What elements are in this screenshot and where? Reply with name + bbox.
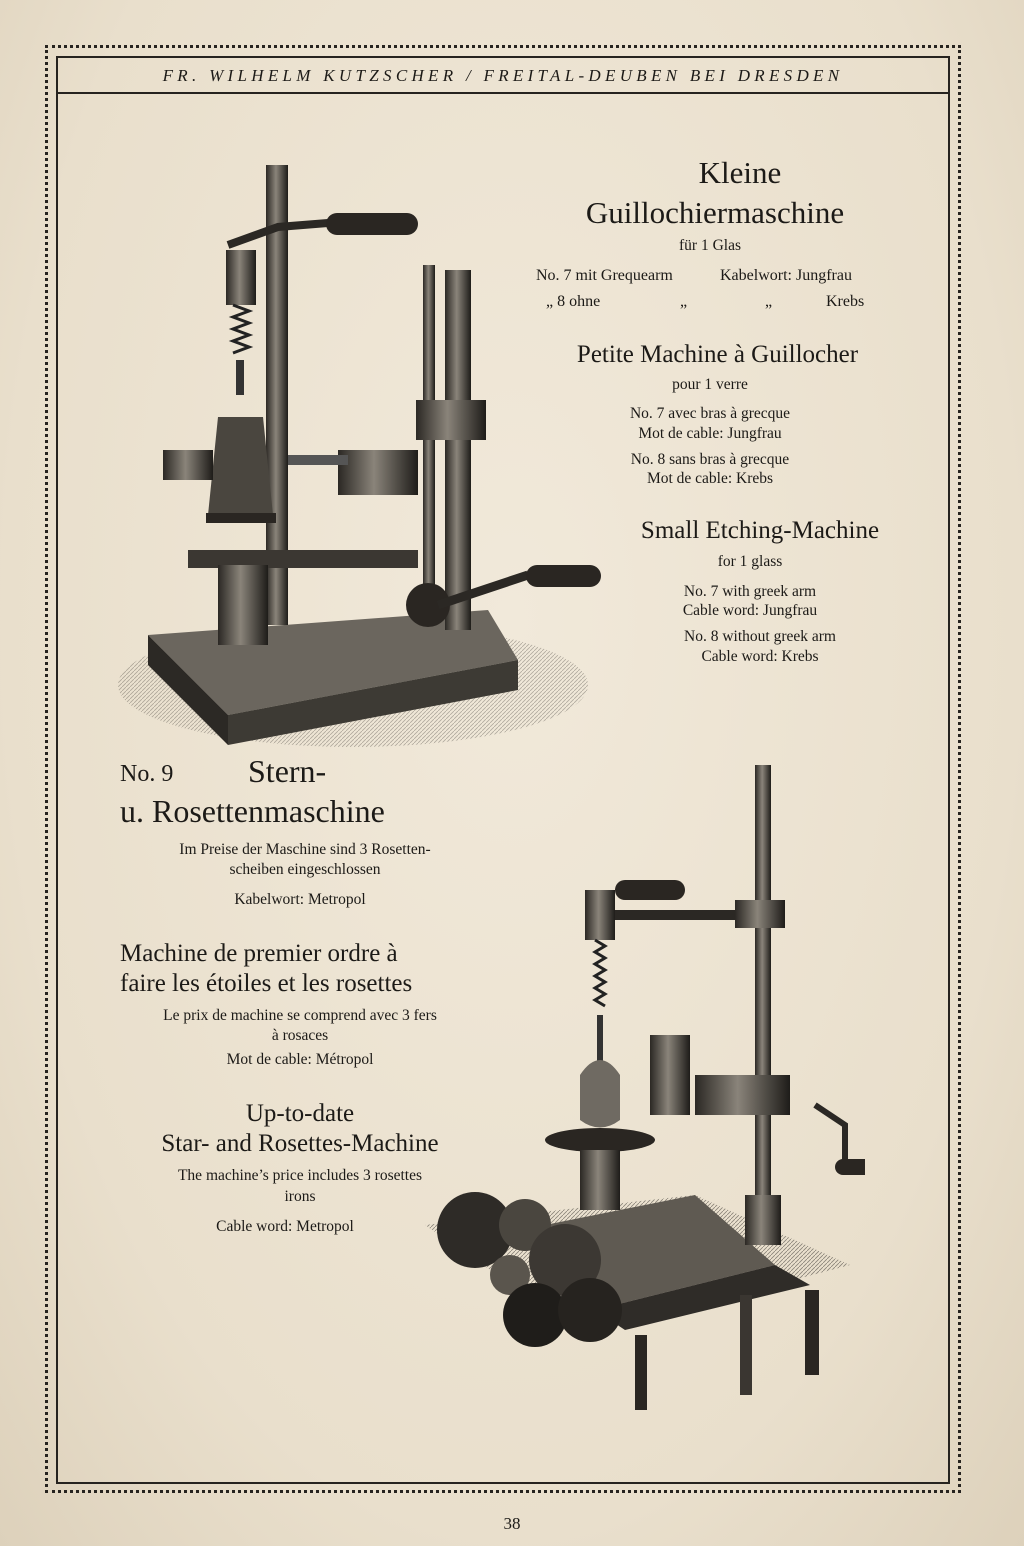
rosette-fr-line2: à rosaces xyxy=(271,1027,329,1044)
guilloche-en-no7-line1: No. 7 with greek arm xyxy=(683,583,817,600)
guilloche-de-no8-ditto2: „ xyxy=(765,293,773,310)
guilloche-en-no8-line1: No. 8 without greek arm xyxy=(684,628,836,645)
guilloche-title-line1: Kleine xyxy=(698,155,782,190)
guilloche-fr-no7-line2: Mot de cable: Jungfrau xyxy=(638,425,782,442)
rosette-fr-title-line2: faire les étoiles et les rosettes xyxy=(120,970,413,997)
guilloche-en-no8-line2: Cable word: Krebs xyxy=(701,648,819,665)
rosette-de-cable: Kabelwort: Metropol xyxy=(234,891,366,908)
rosette-title-line2: u. Rosettenmaschine xyxy=(120,793,385,829)
guilloche-de-no8-ditto1: „ xyxy=(680,293,688,310)
rosette-de-line2: scheiben eingeschlossen xyxy=(229,861,381,878)
guilloche-fr-no8-line2: Mot de cable: Krebs xyxy=(646,470,774,487)
page-number: 38 xyxy=(503,1514,521,1533)
rosette-en-title-line1: Up-to-date xyxy=(245,1100,355,1127)
guilloche-de-no8-cable: Krebs xyxy=(826,293,865,310)
guilloche-fr-no8-line1: No. 8 sans bras à grecque xyxy=(630,451,790,468)
guilloche-en-title: Small Etching-Machine xyxy=(640,517,880,544)
guilloche-en-subtitle: for 1 glass xyxy=(717,553,783,570)
rosette-en-cable: Cable word: Metropol xyxy=(216,1218,354,1235)
guilloche-en-no7-line2: Cable word: Jungfrau xyxy=(682,602,818,619)
page-header: FR. WILHELM KUTZSCHER / FREITAL-DEUBEN BEI DRESDEN xyxy=(162,66,844,85)
guilloche-machine-illustration xyxy=(118,155,608,755)
guilloche-de-no7-cable: Kabelwort: Jungfrau xyxy=(720,267,852,284)
rosette-fr-line1: Le prix de machine se comprend avec 3 fers xyxy=(163,1007,437,1024)
rosette-fr-title-line1: Machine de premier ordre à xyxy=(120,940,398,967)
rosette-en-line1: The machine’s price includes 3 rosettes xyxy=(177,1167,423,1184)
rosette-machine-illustration xyxy=(395,755,865,1415)
guilloche-fr-subtitle: pour 1 verre xyxy=(672,376,748,393)
guilloche-de-no8-model: „ 8 ohne xyxy=(546,293,601,310)
guilloche-fr-no7-line1: No. 7 avec bras à grecque xyxy=(629,405,791,422)
rosette-title-line1: Stern- xyxy=(248,753,327,789)
header-rule xyxy=(56,92,950,94)
guilloche-subtitle-de: für 1 Glas xyxy=(679,237,741,254)
rosette-en-title-line2: Star- and Rosettes-Machine xyxy=(161,1130,439,1157)
rosette-fr-cable: Mot de cable: Métropol xyxy=(226,1051,374,1068)
rosette-model-number: No. 9 xyxy=(120,761,174,787)
rosette-en-line2: irons xyxy=(284,1188,316,1205)
guilloche-fr-title: Petite Machine à Guillocher xyxy=(576,341,859,368)
guilloche-title-line2: Guillochiermaschine xyxy=(585,195,845,230)
rosette-de-line1: Im Preise der Maschine sind 3 Rosetten- xyxy=(179,841,431,858)
guilloche-de-no7-model: No. 7 mit Grequearm xyxy=(536,267,673,284)
